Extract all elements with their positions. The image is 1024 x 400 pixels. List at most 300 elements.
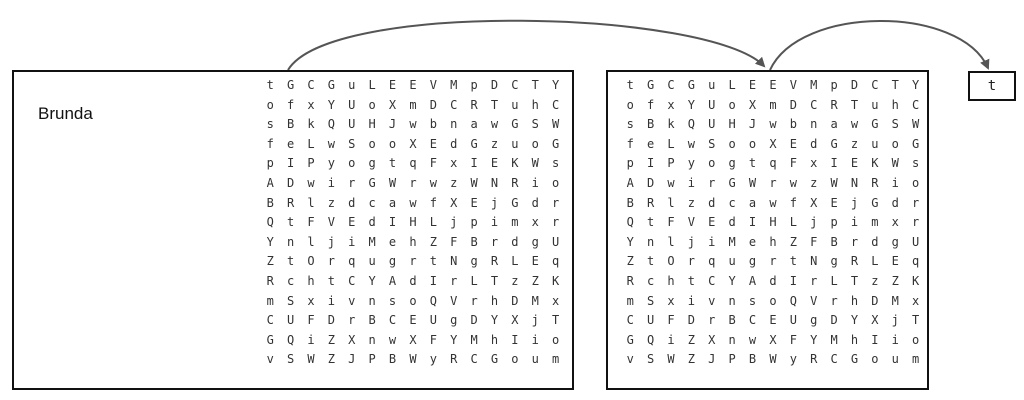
grid-cell: Q	[286, 332, 295, 347]
grid-cell: r	[708, 175, 716, 190]
grid-cell: d	[891, 195, 899, 210]
grid-cell: W	[769, 352, 777, 367]
grid-cell: G	[912, 136, 920, 151]
grid-cell: z	[450, 175, 458, 190]
grid-cell: e	[388, 234, 397, 249]
grid-cell: h	[667, 273, 675, 288]
grid-row	[620, 96, 926, 116]
grid-cell: U	[912, 234, 920, 249]
grid-cell: m	[871, 215, 879, 230]
grid-cell: L	[511, 254, 519, 269]
grid-cell: M	[450, 78, 458, 92]
grid-cell: o	[748, 136, 757, 151]
grid-cell: x	[667, 97, 675, 112]
grid-cell: s	[912, 156, 920, 171]
grid-cell: g	[368, 156, 376, 171]
grid-cell: E	[409, 313, 417, 328]
grid-cell: f	[626, 136, 634, 151]
grid-cell: o	[368, 136, 376, 151]
grid-cell: h	[769, 234, 777, 249]
input-panel	[12, 70, 574, 390]
grid-cell: x	[531, 215, 539, 230]
grid-cell: E	[531, 254, 539, 269]
grid-cell: C	[511, 78, 519, 92]
grid-cell: j	[450, 215, 458, 230]
grid-cell: Y	[368, 273, 376, 288]
grid-cell: n	[286, 234, 295, 249]
grid-cell: z	[511, 273, 519, 288]
grid-cell: U	[429, 313, 437, 328]
grid-row	[260, 233, 566, 253]
grid-cell: m	[912, 352, 920, 367]
grid-cell: G	[327, 78, 335, 92]
grid-cell: I	[748, 215, 757, 230]
grid-cell: G	[490, 352, 499, 367]
grid-cell: k	[667, 117, 675, 132]
grid-cell: l	[307, 234, 315, 249]
grid-cell: i	[667, 332, 675, 347]
grid-cell: L	[728, 78, 736, 92]
grid-cell: p	[626, 156, 634, 171]
copy-panel	[606, 70, 929, 390]
grid-cell: x	[307, 293, 315, 308]
grid-cell: g	[810, 313, 818, 328]
grid-cell: g	[830, 254, 838, 269]
grid-cell: I	[871, 332, 879, 347]
grid-cell: r	[552, 215, 560, 230]
grid-cell: K	[912, 273, 920, 288]
grid-cell: F	[429, 332, 437, 347]
grid-cell: M	[810, 78, 818, 92]
grid-cell: d	[871, 234, 879, 249]
grid-cell: R	[830, 97, 838, 112]
grid-row	[260, 213, 566, 233]
grid-row	[260, 174, 566, 194]
grid-cell: o	[728, 136, 736, 151]
grid-cell: g	[450, 313, 458, 328]
grid-cell: E	[388, 78, 397, 92]
grid-cell: r	[810, 273, 818, 288]
grid-cell: S	[708, 136, 716, 151]
grid-cell: X	[409, 332, 417, 347]
grid-cell: i	[327, 293, 335, 308]
grid-cell: h	[850, 332, 859, 347]
grid-cell: B	[388, 352, 397, 367]
grid-cell: m	[769, 97, 777, 112]
grid-cell: E	[429, 136, 437, 151]
grid-cell: A	[266, 175, 274, 190]
grid-cell: T	[850, 97, 859, 112]
grid-cell: G	[646, 78, 655, 92]
grid-cell: D	[429, 97, 437, 112]
grid-cell: o	[708, 156, 716, 171]
output-box	[968, 71, 1016, 101]
grid-cell: D	[871, 293, 879, 308]
grid-cell: o	[552, 332, 560, 347]
grid-cell: u	[728, 254, 736, 269]
grid-cell: E	[409, 78, 417, 92]
grid-cell: v	[266, 352, 274, 367]
grid-cell: X	[871, 313, 879, 328]
grid-cell: L	[667, 136, 675, 151]
grid-cell: x	[912, 293, 920, 308]
grid-cell: H	[769, 215, 777, 230]
grid-cell: R	[810, 352, 818, 367]
grid-cell: q	[708, 254, 716, 269]
grid-cell: F	[667, 313, 675, 328]
grid-cell: i	[891, 332, 899, 347]
grid-cell: G	[850, 352, 859, 367]
grid-cell: j	[687, 234, 695, 249]
grid-cell: I	[470, 156, 478, 171]
grid-cell: X	[348, 332, 356, 347]
grid-cell: E	[470, 195, 478, 210]
grid-cell: H	[368, 117, 376, 132]
grid-row	[620, 331, 926, 351]
grid-cell: C	[708, 273, 716, 288]
grid-cell: o	[552, 175, 560, 190]
grid-cell: i	[708, 234, 716, 249]
grid-row	[260, 96, 566, 116]
grid-cell: E	[490, 156, 499, 171]
grid-cell: K	[552, 273, 560, 288]
grid-cell: r	[327, 254, 335, 269]
grid-cell: m	[511, 215, 519, 230]
grid-cell: S	[348, 136, 356, 151]
grid-cell: W	[409, 352, 417, 367]
grid-cell: K	[871, 156, 879, 171]
grid-cell: P	[728, 352, 736, 367]
grid-cell: w	[748, 332, 757, 347]
grid-cell: w	[327, 136, 335, 151]
grid-cell: V	[450, 293, 458, 308]
grid-cell: W	[667, 352, 675, 367]
grid-cell: y	[687, 156, 695, 171]
grid-cell: T	[891, 78, 899, 92]
grid-cell: p	[830, 78, 838, 92]
grid-cell: h	[490, 293, 499, 308]
grid-cell: t	[626, 78, 634, 92]
grid-cell: Y	[728, 273, 736, 288]
grid-cell: f	[789, 195, 797, 210]
grid-cell: x	[810, 156, 818, 171]
grid-row	[620, 115, 926, 135]
grid-cell: g	[891, 234, 899, 249]
grid-cell: Q	[429, 293, 437, 308]
grid-cell: F	[307, 215, 315, 230]
grid-cell: I	[830, 156, 838, 171]
grid-cell: R	[286, 195, 295, 210]
grid-cell: z	[810, 175, 818, 190]
grid-row	[620, 154, 926, 174]
grid-cell: C	[348, 273, 356, 288]
grid-cell: G	[368, 175, 376, 190]
grid-cell: P	[667, 156, 675, 171]
grid-row	[260, 272, 566, 292]
grid-cell: g	[388, 254, 397, 269]
grid-cell: r	[912, 195, 920, 210]
grid-cell: F	[789, 332, 797, 347]
grid-cell: o	[266, 97, 274, 112]
grid-cell: Z	[891, 273, 899, 288]
grid-cell: Q	[266, 215, 274, 230]
grid-cell: Q	[327, 117, 335, 132]
grid-cell: e	[646, 136, 655, 151]
grid-cell: p	[266, 156, 274, 171]
grid-row	[260, 252, 566, 272]
grid-cell: I	[429, 273, 437, 288]
grid-cell: y	[327, 156, 335, 171]
grid-cell: v	[348, 293, 356, 308]
grid-cell: L	[368, 78, 376, 92]
grid-cell: o	[728, 97, 736, 112]
grid-cell: r	[830, 293, 838, 308]
grid-cell: L	[830, 273, 838, 288]
grid-cell: w	[789, 175, 797, 190]
grid-cell: n	[646, 234, 655, 249]
grid-cell: N	[490, 175, 499, 190]
grid-cell: r	[769, 175, 777, 190]
grid-cell: D	[470, 313, 478, 328]
grid-cell: C	[626, 313, 634, 328]
grid-cell: W	[830, 175, 838, 190]
grid-cell: d	[450, 136, 458, 151]
grid-cell: t	[429, 254, 437, 269]
grid-cell: X	[388, 97, 397, 112]
grid-cell: M	[728, 234, 736, 249]
grid-row	[620, 233, 926, 253]
grid-cell: L	[871, 254, 879, 269]
grid-cell: w	[409, 195, 417, 210]
grid-cell: t	[789, 254, 797, 269]
grid-cell: Y	[450, 332, 458, 347]
grid-cell: q	[409, 156, 417, 171]
grid-cell: E	[850, 156, 859, 171]
grid-cell: J	[348, 352, 356, 367]
grid-cell: E	[348, 215, 356, 230]
grid-cell: C	[450, 97, 458, 112]
grid-cell: u	[368, 254, 376, 269]
grid-cell: M	[891, 293, 899, 308]
grid-cell: E	[769, 313, 777, 328]
grid-cell: r	[687, 254, 695, 269]
grid-cell: Q	[646, 332, 655, 347]
grid-cell: S	[891, 117, 899, 132]
grid-cell: t	[388, 156, 397, 171]
grid-cell: D	[646, 175, 655, 190]
grid-cell: A	[626, 175, 634, 190]
grid-cell: d	[708, 195, 716, 210]
grid-row	[260, 115, 566, 135]
grid-cell: g	[531, 234, 539, 249]
grid-cell: w	[307, 175, 315, 190]
grid-cell: w	[429, 175, 437, 190]
grid-cell: o	[769, 293, 777, 308]
grid-cell: o	[912, 175, 920, 190]
grid-cell: B	[748, 352, 757, 367]
grid-cell: X	[511, 313, 519, 328]
grid-cell: f	[646, 97, 655, 112]
grid-cell: o	[409, 293, 417, 308]
grid-cell: q	[769, 156, 777, 171]
grid-cell: W	[552, 117, 560, 132]
grid-cell: a	[388, 195, 397, 210]
grid-cell: t	[266, 78, 274, 92]
grid-cell: u	[708, 78, 716, 92]
grid-cell: P	[307, 156, 315, 171]
grid-cell: Z	[687, 352, 695, 367]
grid-cell: G	[728, 175, 736, 190]
grid-cell: s	[748, 293, 757, 308]
grid-row	[260, 292, 566, 312]
grid-cell: Z	[687, 332, 695, 347]
grid-cell: R	[850, 254, 859, 269]
grid-cell: q	[552, 254, 560, 269]
grid-cell: T	[912, 313, 920, 328]
grid-cell: j	[810, 215, 818, 230]
grid-cell: X	[748, 97, 757, 112]
grid-cell: e	[286, 136, 295, 151]
grid-cell: c	[286, 273, 295, 288]
grid-cell: t	[286, 215, 295, 230]
grid-cell: W	[912, 117, 920, 132]
grid-cell: Y	[266, 234, 274, 249]
grid-cell: M	[531, 293, 539, 308]
grid-cell: K	[511, 156, 519, 171]
grid-cell: z	[687, 195, 695, 210]
grid-cell: T	[850, 273, 859, 288]
grid-row	[260, 194, 566, 214]
grid-cell: w	[769, 195, 777, 210]
grid-cell: w	[769, 117, 777, 132]
grid-cell: N	[850, 175, 859, 190]
grid-cell: I	[286, 156, 295, 171]
grid-cell: b	[429, 117, 437, 132]
grid-cell: d	[348, 195, 356, 210]
grid-cell: b	[789, 117, 797, 132]
grid-cell: u	[871, 136, 879, 151]
grid-cell: r	[850, 234, 859, 249]
grid-cell: r	[708, 313, 716, 328]
grid-cell: I	[789, 273, 797, 288]
grid-cell: s	[388, 293, 397, 308]
grid-row	[620, 272, 926, 292]
letter-grid-left	[260, 76, 566, 370]
grid-cell: h	[891, 97, 899, 112]
grid-cell: R	[266, 273, 274, 288]
grid-row	[620, 311, 926, 331]
grid-cell: S	[286, 293, 295, 308]
grid-cell: s	[266, 117, 274, 132]
grid-cell: o	[531, 136, 539, 151]
grid-cell: C	[810, 97, 818, 112]
grid-cell: u	[511, 136, 519, 151]
grid-cell: n	[368, 332, 376, 347]
grid-cell: S	[286, 352, 295, 367]
grid-cell: X	[708, 332, 716, 347]
grid-cell: w	[490, 117, 499, 132]
grid-cell: B	[470, 234, 478, 249]
grid-cell: E	[891, 254, 899, 269]
grid-cell: D	[327, 313, 335, 328]
grid-cell: D	[511, 293, 519, 308]
panel-label: Brunda	[38, 104, 93, 123]
grid-row	[260, 311, 566, 331]
grid-cell: M	[470, 332, 478, 347]
grid-cell: Z	[327, 332, 335, 347]
grid-cell: y	[789, 352, 797, 367]
grid-cell: U	[789, 313, 797, 328]
grid-cell: L	[470, 273, 478, 288]
grid-cell: g	[748, 254, 757, 269]
grid-cell: T	[552, 313, 560, 328]
grid-cell: m	[552, 352, 560, 367]
grid-row	[620, 350, 926, 370]
grid-cell: T	[490, 97, 499, 112]
grid-cell: r	[490, 234, 499, 249]
grid-cell: w	[667, 175, 675, 190]
grid-cell: I	[646, 156, 655, 171]
grid-cell: C	[470, 352, 478, 367]
grid-cell: L	[789, 215, 797, 230]
grid-cell: u	[891, 352, 899, 367]
grid-cell: o	[912, 332, 920, 347]
grid-cell: X	[769, 332, 777, 347]
grid-cell: r	[450, 273, 458, 288]
grid-cell: i	[327, 175, 335, 190]
grid-cell: E	[789, 136, 797, 151]
grid-cell: r	[348, 313, 356, 328]
grid-cell: G	[511, 195, 519, 210]
grid-cell: n	[450, 117, 458, 132]
grid-cell: r	[409, 175, 417, 190]
grid-cell: d	[511, 234, 519, 249]
grid-cell: J	[748, 117, 757, 132]
grid-cell: R	[646, 195, 655, 210]
grid-cell: t	[646, 254, 655, 269]
grid-cell: Z	[789, 234, 797, 249]
grid-cell: S	[646, 293, 655, 308]
arrow-left-to-right	[288, 21, 764, 70]
grid-cell: i	[850, 215, 859, 230]
grid-cell: D	[286, 175, 295, 190]
grid-cell: A	[388, 273, 397, 288]
grid-cell: Z	[327, 352, 335, 367]
grid-cell: d	[368, 215, 376, 230]
grid-cell: z	[850, 136, 859, 151]
grid-cell: Z	[626, 254, 634, 269]
output-char: t	[987, 78, 997, 94]
grid-cell: r	[470, 293, 478, 308]
grid-cell: Z	[429, 234, 437, 249]
grid-cell: r	[348, 175, 356, 190]
grid-cell: d	[409, 273, 417, 288]
grid-cell: Y	[687, 97, 695, 112]
grid-cell: w	[850, 117, 859, 132]
grid-cell: r	[409, 254, 417, 269]
grid-cell: W	[307, 352, 315, 367]
grid-cell: o	[368, 97, 376, 112]
grid-cell: R	[511, 175, 519, 190]
grid-cell: Z	[531, 273, 539, 288]
grid-cell: S	[531, 117, 539, 132]
grid-cell: V	[687, 215, 695, 230]
letter-grid-right	[620, 76, 926, 370]
grid-cell: g	[728, 156, 736, 171]
grid-row	[620, 194, 926, 214]
grid-cell: U	[646, 313, 655, 328]
grid-cell: T	[531, 78, 539, 92]
